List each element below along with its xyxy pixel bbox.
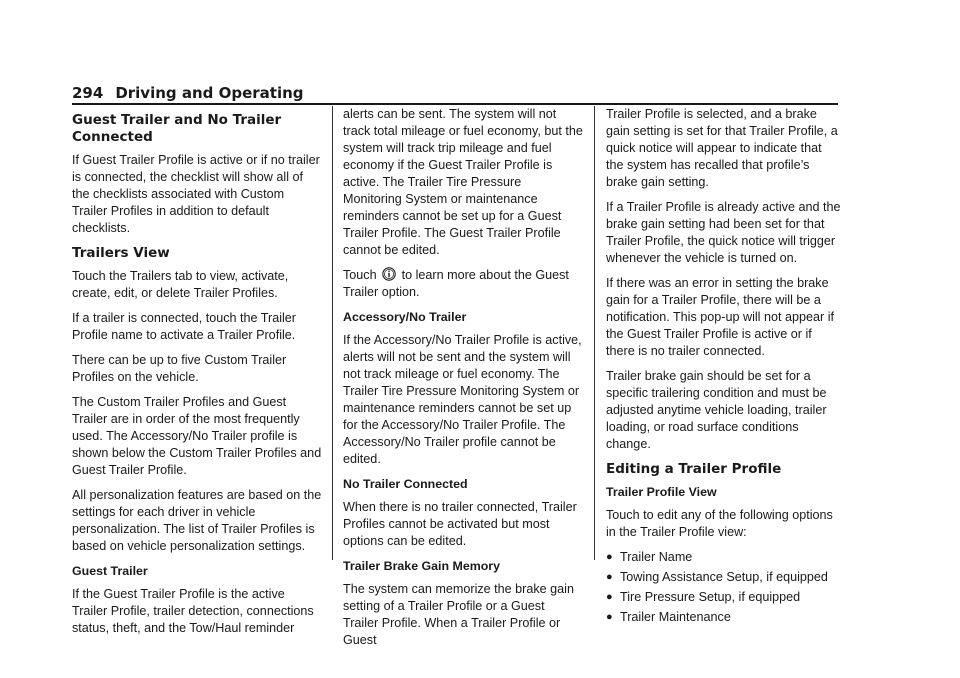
paragraph: All personalization features are based on the settings for each driver in vehicle personalization. The list of Trailer Profiles is based on vehicle personalization settings. [72, 488, 322, 553]
page-number: 294 [72, 84, 104, 102]
paragraph: When there is no trailer connected, Trailer Profiles cannot be activated but most options can be edited. [343, 500, 577, 548]
paragraph: Touch to edit any of the following options in the Trailer Profile view: [606, 508, 833, 539]
touch-text-after: to learn more about the Guest Trailer option. [343, 268, 569, 299]
heading-guest-trailer-no-trailer: Guest Trailer and No Trailer Connected [72, 112, 282, 145]
page-header [72, 84, 838, 102]
column-divider-1 [332, 106, 333, 560]
paragraph: If there was an error in setting the brake gain for a Trailer Profile, there will be a notification. This pop-up will not appear if the Guest Trailer Profile is active or if there is no trailer connected. [606, 276, 834, 358]
bullet-icon: ● [606, 611, 613, 623]
paragraph: There can be up to five Custom Trailer Profiles on the vehicle. [72, 353, 287, 384]
heading-editing-trailer-profile: Editing a Trailer Profile [606, 461, 782, 477]
bullet-icon: ● [606, 551, 613, 563]
list-item: ● Towing Assistance Setup, if equipped [606, 570, 828, 584]
paragraph: alerts can be sent. The system will not track total mileage or fuel economy, but the system will track trip mileage and fuel economy if the Guest Trailer Profile is active. The Trailer Tire Pressure Monitoring System or maintenance reminders cannot be set up for a Guest Trailer Profile. The Guest Trailer Profile cannot be edited. [343, 107, 583, 257]
column-1 [72, 106, 322, 645]
paragraph: Trailer brake gain should be set for a specific trailering condition and must be adjusted anytime vehicle loading, trailer loading, or road surface conditions change. [606, 369, 827, 451]
paragraph: If the Guest Trailer Profile is the active Trailer Profile, trailer detection, connections status, theft, and the Tow/Haul reminder [72, 587, 314, 635]
paragraph: If Guest Trailer Profile is active or if no trailer is connected, the checklist will show all of the checklists associated with Custom Trailer Profiles in addition to default checklists. [72, 153, 320, 235]
list-item: ● Tire Pressure Setup, if equipped [606, 590, 801, 604]
heading-trailers-view: Trailers View [72, 245, 170, 261]
column-3 [606, 106, 841, 629]
paragraph: If the Accessory/No Trailer Profile is active, alerts will not be sent and the system will not track mileage or fuel economy. The Trailer Tire Pressure Monitoring System or maintenance reminders cannot be set up for the Accessory/No Trailer Profile. The Accessory/No Trailer profile cannot be edited. [343, 333, 582, 466]
touch-text: Touch [343, 268, 377, 282]
paragraph: The system can memorize the brake gain setting of a Trailer Profile or a Guest Trailer Profile. When a Trailer Profile or Guest [343, 582, 574, 647]
paragraph: Trailer Profile is selected, and a brake gain setting is set for that Trailer Profile, a quick notice will appear to indicate that the system has recalled that profile’s brake gain setting. [606, 107, 838, 189]
paragraph: If a trailer is connected, touch the Trailer Profile name to activate a Trailer Profile. [72, 311, 296, 342]
options-list [606, 549, 841, 626]
column-divider-2 [594, 106, 595, 560]
paragraph: Touch the Trailers tab to view, activate, create, edit, or delete Trailer Profiles. [72, 269, 289, 300]
subheading-accessory-no-trailer: Accessory/No Trailer [343, 310, 467, 324]
section-title: Driving and Operating [115, 84, 304, 102]
paragraph-touch-info [343, 267, 583, 301]
bullet-icon: ● [606, 571, 613, 583]
paragraph: The Custom Trailer Profiles and Guest Trailer are in order of the most frequently used. The Accessory/No Trailer profile is shown below the Custom Trailer Profiles and Guest Trailer Profile. [72, 395, 322, 477]
subheading-brake-gain-memory: Trailer Brake Gain Memory [343, 559, 501, 573]
bullet-icon: ● [606, 591, 613, 603]
subheading-no-trailer-connected: No Trailer Connected [343, 477, 468, 491]
list-item: ● Trailer Name [606, 550, 693, 564]
header-rule [72, 103, 838, 105]
paragraph: If a Trailer Profile is already active and the brake gain setting had been set for that Trailer Profile, the quick notice will trigger whenever the vehicle is turned on. [606, 200, 841, 265]
list-item: ● Trailer Maintenance [606, 610, 731, 624]
column-2 [343, 106, 583, 657]
subheading-guest-trailer: Guest Trailer [72, 564, 148, 578]
info-icon [382, 267, 396, 281]
subheading-trailer-profile-view: Trailer Profile View [606, 485, 717, 499]
